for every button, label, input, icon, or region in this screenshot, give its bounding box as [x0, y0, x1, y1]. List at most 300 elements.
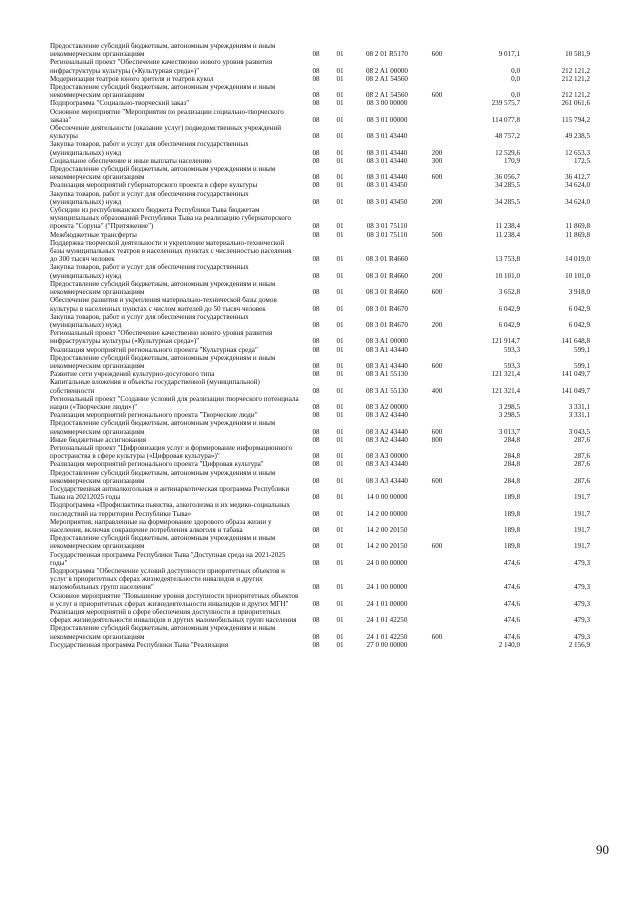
sum-2022-cell: 34 285,5	[495, 181, 520, 190]
target-article-cell: 08 2 A1 54560	[366, 91, 408, 100]
target-article-cell: 08 3 A2 43440	[366, 435, 408, 444]
subsection-cell: 01	[336, 599, 344, 608]
table-row	[50, 75, 590, 83]
table-row	[50, 157, 590, 165]
table-row	[50, 419, 590, 435]
subsection-cell: 01	[336, 493, 344, 502]
subsection-cell: 01	[336, 173, 344, 182]
expense-type-cell	[422, 346, 452, 354]
row-name-cell: Подпрограмма "Обеспечение условий доступности приоритетных объектов и услуг в приоритетных сферах жизнедеятельности инвалидов и других маломобильных групп населения"	[50, 567, 285, 592]
expense-type-cell	[422, 518, 452, 534]
sum-2023-cell: 3 331,1	[568, 402, 590, 411]
sum-2022-cell: 9 017,1	[498, 50, 520, 59]
section-cell: 08	[312, 173, 320, 182]
subsection-cell: 01	[336, 66, 344, 75]
expense-type-cell	[422, 395, 452, 411]
sum-2022-cell: 121 321,4	[491, 386, 520, 395]
sum-2022-cell: 0,0	[511, 66, 520, 75]
section-cell: 08	[312, 197, 320, 206]
expense-type-cell: 600	[431, 427, 443, 436]
target-article-cell: 27 0 00 00000	[366, 640, 408, 649]
sum-2023-cell: 3 043,5	[568, 427, 590, 436]
sum-2023-cell: 287,6	[574, 452, 590, 461]
subsection-cell: 01	[336, 460, 344, 469]
table-row	[50, 99, 590, 107]
row-name-cell: Региональный проект "Цифровизация услуг и формирование информационного пространства в сфере культуры («Цифровая культура»)"	[50, 443, 292, 461]
sum-2022-cell: 11 238,4	[495, 230, 520, 239]
table-row	[50, 190, 590, 206]
row-name-cell: Реализация мероприятий губернаторского проекта в сфере культуры	[50, 181, 258, 190]
table-row	[50, 534, 590, 550]
target-article-cell: 08 3 A3 43440	[366, 460, 408, 469]
table-row	[50, 83, 590, 99]
row-name-cell: Реализация мероприятий регионального проекта "Творческие люди"	[50, 411, 258, 420]
target-article-cell: 08 3 01 R4660	[366, 255, 408, 264]
target-article-cell: 08 3 A2 43440	[366, 427, 408, 436]
sum-2022-cell: 284,8	[504, 452, 520, 461]
sum-2023-cell: 3 331,1	[568, 411, 590, 420]
sum-2022-cell: 0,0	[511, 74, 520, 83]
sum-2023-cell: 115 794,2	[561, 115, 590, 124]
target-article-cell: 14 2 00 00000	[366, 509, 408, 518]
subsection-cell: 01	[336, 288, 344, 297]
subsection-cell: 01	[336, 99, 344, 108]
subsection-cell: 01	[336, 91, 344, 100]
table-row	[50, 354, 590, 370]
section-cell: 08	[312, 452, 320, 461]
sum-2022-cell: 3 652,8	[498, 288, 520, 297]
sum-2023-cell: 49 238,5	[565, 132, 590, 141]
sum-2023-cell: 599,1	[574, 361, 590, 370]
target-article-cell: 24 1 01 42250	[366, 616, 408, 625]
section-cell: 08	[312, 427, 320, 436]
sum-2023-cell: 141 648,8	[561, 337, 590, 346]
sum-2023-cell: 212 121,2	[561, 66, 590, 75]
sum-2022-cell: 2 140,0	[498, 640, 520, 649]
subsection-cell: 01	[336, 271, 344, 280]
row-name-cell: Межбюджетные трансферты	[50, 230, 137, 239]
row-name-cell: Реализация мероприятий регионального проекта "Культурная среда"	[50, 345, 258, 354]
table-row	[50, 592, 590, 608]
row-name-cell: Предоставление субсидий бюджетным, автономным учреждениям и иным некоммерческим организациям	[50, 83, 276, 100]
subsection-cell: 01	[336, 427, 344, 436]
sum-2022-cell: 593,3	[504, 345, 520, 354]
sum-2022-cell: 48 757,2	[495, 132, 520, 141]
target-article-cell: 14 0 00 00000	[366, 493, 408, 502]
sum-2023-cell: 141 049,7	[561, 386, 590, 395]
section-cell: 08	[312, 181, 320, 190]
sum-2022-cell: 3 013,7	[498, 427, 520, 436]
expense-type-cell: 600	[431, 91, 443, 100]
subsection-cell: 01	[336, 320, 344, 329]
row-name-cell: Субсидии из республиканского бюджета Республики Тыва бюджетам муниципальных образований Республики Тыва на реализацию губернаторского проекта "Соруна" ("Притяжение")	[50, 206, 292, 231]
section-cell: 08	[312, 50, 320, 59]
expense-type-cell: 600	[431, 632, 443, 641]
row-name-cell: Региональный проект "Обеспечение качественно нового уровня развития инфраструктуры культуры («Культурная среда»)"	[50, 58, 273, 75]
table-row	[50, 140, 590, 156]
target-article-cell: 08 3 A1 55130	[366, 386, 408, 395]
target-article-cell: 08 3 A1 00000	[366, 337, 408, 346]
section-cell: 08	[312, 132, 320, 141]
subsection-cell: 01	[336, 361, 344, 370]
target-article-cell: 08 3 01 R4660	[366, 271, 408, 280]
row-name-cell: Развитие сети учреждений культурно-досугового типа	[50, 370, 215, 379]
target-article-cell: 08 3 00 00000	[366, 99, 408, 108]
subsection-cell: 01	[336, 255, 344, 264]
subsection-cell: 01	[336, 337, 344, 346]
expense-type-cell	[422, 99, 452, 107]
section-cell: 08	[312, 583, 320, 592]
subsection-cell: 01	[336, 632, 344, 641]
expense-type-cell: 200	[431, 320, 443, 329]
table-row	[50, 313, 590, 329]
sum-2023-cell: 2 156,9	[568, 640, 590, 649]
target-article-cell: 08 3 A1 43440	[366, 361, 408, 370]
section-cell: 08	[312, 411, 320, 420]
sum-2023-cell: 479,3	[574, 616, 590, 625]
sum-2023-cell: 191,7	[574, 542, 590, 551]
expense-type-cell	[422, 411, 452, 419]
sum-2023-cell: 212 121,2	[561, 91, 590, 100]
sum-2023-cell: 10 581,9	[565, 50, 590, 59]
sum-2022-cell: 3 298,5	[498, 411, 520, 420]
expense-type-cell: 600	[431, 173, 443, 182]
target-article-cell: 08 3 01 R4670	[366, 320, 408, 329]
subsection-cell: 01	[336, 583, 344, 592]
subsection-cell: 01	[336, 476, 344, 485]
expense-type-cell	[422, 239, 452, 264]
row-name-cell: Закупка товаров, работ и услуг для обеспечения государственных (муниципальных) нужд	[50, 140, 249, 157]
target-article-cell: 08 2 A1 00000	[366, 66, 408, 75]
section-cell: 08	[312, 222, 320, 231]
sum-2023-cell: 34 624,0	[565, 181, 590, 190]
section-cell: 08	[312, 271, 320, 280]
row-name-cell: Государственная антиалкогольная и антинаркотическая программа Республики Тыва на 20212025 годы	[50, 484, 290, 502]
sum-2022-cell: 3 298,5	[498, 402, 520, 411]
subsection-cell: 01	[336, 558, 344, 567]
sum-2022-cell: 474,6	[504, 583, 520, 592]
row-name-cell: Поддержка творческой деятельности и укрепление материально-технической базы муниципальных театров в населенных пунктах с численностью населения до 300 тысяч человек	[50, 238, 292, 264]
sum-2023-cell: 261 061,6	[561, 99, 590, 108]
subsection-cell: 01	[336, 50, 344, 59]
sum-2022-cell: 10 101,0	[495, 271, 520, 280]
section-cell: 08	[312, 558, 320, 567]
target-article-cell: 08 3 01 43450	[366, 181, 408, 190]
sum-2023-cell: 12 653,3	[565, 148, 590, 157]
section-cell: 08	[312, 66, 320, 75]
subsection-cell: 01	[336, 509, 344, 518]
expense-type-cell: 200	[431, 271, 443, 280]
page-number: 90	[596, 842, 609, 857]
row-name-cell: Социальное обеспечение и иные выплаты населению	[50, 156, 212, 165]
sum-2022-cell: 474,6	[504, 616, 520, 625]
sum-2023-cell: 479,3	[574, 599, 590, 608]
section-cell: 08	[312, 255, 320, 264]
table-row	[50, 231, 590, 239]
section-cell: 08	[312, 288, 320, 297]
row-name-cell: Государственная программа Республики Тыва "Доступная среда на 2021-2025 годы"	[50, 550, 286, 567]
expense-type-cell	[422, 567, 452, 592]
row-name-cell: Предоставление субсидий бюджетным, автономным учреждениям и иным некоммерческим организациям	[50, 624, 276, 641]
sum-2022-cell: 474,6	[504, 632, 520, 641]
sum-2023-cell: 6 042,9	[568, 320, 590, 329]
section-cell: 08	[312, 632, 320, 641]
expense-type-cell: 300	[431, 156, 443, 165]
sum-2022-cell: 474,6	[504, 599, 520, 608]
sum-2023-cell: 36 412,7	[565, 173, 590, 182]
table-row	[50, 346, 590, 354]
sum-2022-cell: 593,3	[504, 361, 520, 370]
target-article-cell: 24 1 00 00000	[366, 583, 408, 592]
expense-type-cell: 400	[431, 386, 443, 395]
target-article-cell: 08 3 01 43440	[366, 173, 408, 182]
expense-type-cell	[422, 608, 452, 624]
sum-2022-cell: 34 285,5	[495, 197, 520, 206]
sum-2023-cell: 479,3	[574, 558, 590, 567]
sum-2022-cell: 170,9	[504, 156, 520, 165]
section-cell: 08	[312, 493, 320, 502]
table-row	[50, 469, 590, 485]
subsection-cell: 01	[336, 74, 344, 83]
subsection-cell: 01	[336, 115, 344, 124]
section-cell: 08	[312, 148, 320, 157]
expense-type-cell	[422, 181, 452, 189]
expense-type-cell	[422, 124, 452, 140]
row-name-cell: Предоставление субсидий бюджетным, автономным учреждениям и иным некоммерческим организациям	[50, 165, 276, 182]
expense-type-cell: 600	[431, 542, 443, 551]
subsection-cell: 01	[336, 156, 344, 165]
sum-2023-cell: 599,1	[574, 345, 590, 354]
section-cell: 08	[312, 616, 320, 625]
sum-2022-cell: 121 914,7	[491, 337, 520, 346]
table-row	[50, 280, 590, 296]
table-row	[50, 206, 590, 231]
row-name-cell: Основное мероприятие "Повышение уровня доступности приоритетных объектов и услуг в приоритетных сферах жизнедеятельности инвалидов и других МГН"	[50, 591, 299, 608]
sum-2022-cell: 11 238,4	[495, 222, 520, 231]
row-name-cell: Обеспечение развития и укрепления материально-технической базы домов культуры в населенных пунктах с числом жителей до 50 тысяч человек	[50, 296, 277, 313]
section-cell: 08	[312, 370, 320, 379]
table-row	[50, 42, 590, 58]
section-cell: 08	[312, 320, 320, 329]
sum-2023-cell: 10 101,0	[565, 271, 590, 280]
subsection-cell: 01	[336, 542, 344, 551]
target-article-cell: 08 3 A2 43440	[366, 411, 408, 420]
sum-2023-cell: 212 121,2	[561, 74, 590, 83]
target-article-cell: 08 3 01 43440	[366, 132, 408, 141]
target-article-cell: 08 3 A1 55130	[366, 370, 408, 379]
table-row	[50, 518, 590, 534]
target-article-cell: 14 2 00 20150	[366, 525, 408, 534]
subsection-cell: 01	[336, 525, 344, 534]
row-name-cell: Предоставление субсидий бюджетным, автономным учреждениям и иным некоммерческим организациям	[50, 468, 276, 485]
row-name-cell: Основное мероприятие "Мероприятия по реализации социально-творческого заказа"	[50, 107, 284, 124]
row-name-cell: Предоставление субсидий бюджетным, автономным учреждениям и иным некоммерческим организациям	[50, 534, 276, 551]
table-row	[50, 108, 590, 124]
row-name-cell: Региональный проект "Создание условий для реализации творческого потенциала нации («Творческие люди»)"	[50, 394, 299, 411]
sum-2023-cell: 191,7	[574, 509, 590, 518]
table-row	[50, 395, 590, 411]
expense-type-cell	[422, 296, 452, 312]
sum-2022-cell: 474,6	[504, 558, 520, 567]
expense-type-cell: 600	[431, 361, 443, 370]
subsection-cell: 01	[336, 181, 344, 190]
target-article-cell: 14 2 00 20150	[366, 542, 408, 551]
row-name-cell: Реализация мероприятий регионального проекта "Цифровая культура"	[50, 460, 264, 469]
expense-type-cell	[422, 551, 452, 567]
section-cell: 08	[312, 304, 320, 313]
expense-type-cell	[422, 329, 452, 345]
expense-type-cell	[422, 206, 452, 231]
expense-type-cell: 600	[431, 50, 443, 59]
expense-type-cell	[422, 58, 452, 74]
section-cell: 08	[312, 156, 320, 165]
sum-2023-cell: 172,5	[574, 156, 590, 165]
table-row	[50, 58, 590, 74]
expense-type-cell: 500	[431, 230, 443, 239]
expense-type-cell: 200	[431, 148, 443, 157]
row-name-cell: Региональный проект "Обеспечение качественно нового уровня развития инфраструктуры культуры («Культурная среда»)"	[50, 329, 273, 346]
section-cell: 08	[312, 91, 320, 100]
subsection-cell: 01	[336, 197, 344, 206]
section-cell: 08	[312, 337, 320, 346]
target-article-cell: 08 3 A1 43440	[366, 345, 408, 354]
budget-table-body	[50, 42, 590, 649]
table-row	[50, 567, 590, 592]
table-row	[50, 181, 590, 189]
table-row	[50, 165, 590, 181]
expense-type-cell: 600	[431, 288, 443, 297]
sum-2023-cell: 191,7	[574, 493, 590, 502]
row-name-cell: Предоставление субсидий бюджетным, автономным учреждениям и иным некоммерческим организациям	[50, 42, 276, 59]
section-cell: 08	[312, 640, 320, 649]
sum-2022-cell: 36 056,7	[495, 173, 520, 182]
table-row	[50, 378, 590, 394]
target-article-cell: 24 0 00 00000	[366, 558, 408, 567]
subsection-cell: 01	[336, 148, 344, 157]
row-name-cell: Иные бюджетные ассигнования	[50, 435, 147, 444]
subsection-cell: 01	[336, 640, 344, 649]
subsection-cell: 01	[336, 304, 344, 313]
expense-type-cell	[422, 444, 452, 460]
target-article-cell: 08 3 01 43440	[366, 148, 408, 157]
table-row	[50, 411, 590, 419]
table-row	[50, 460, 590, 468]
expense-type-cell	[422, 501, 452, 517]
sum-2023-cell: 479,3	[574, 632, 590, 641]
section-cell: 08	[312, 599, 320, 608]
target-article-cell: 24 1 01 42250	[366, 632, 408, 641]
subsection-cell: 01	[336, 435, 344, 444]
section-cell: 08	[312, 345, 320, 354]
row-name-cell: Реализация мероприятий в сфере обеспечения доступности в приоритетных сферах жизнедеятельности инвалидов и других маломобильных групп населения	[50, 608, 297, 625]
sum-2023-cell: 3 918,0	[568, 288, 590, 297]
sum-2022-cell: 239 575,7	[491, 99, 520, 108]
sum-2022-cell: 284,8	[504, 435, 520, 444]
row-name-cell: Подпрограмма «Профилактика пьянства, алкоголизма и их медико-социальных последствий на территории Республики Тыва»	[50, 501, 291, 518]
sum-2023-cell: 287,6	[574, 460, 590, 469]
target-article-cell: 08 3 01 R4660	[366, 288, 408, 297]
section-cell: 08	[312, 435, 320, 444]
subsection-cell: 01	[336, 402, 344, 411]
sum-2022-cell: 189,8	[504, 509, 520, 518]
expense-type-cell	[422, 641, 452, 649]
section-cell: 08	[312, 542, 320, 551]
table-row	[50, 608, 590, 624]
expense-type-cell	[422, 108, 452, 124]
sum-2022-cell: 189,8	[504, 542, 520, 551]
sum-2022-cell: 13 753,8	[495, 255, 520, 264]
sum-2022-cell: 6 042,9	[498, 304, 520, 313]
section-cell: 08	[312, 460, 320, 469]
table-row	[50, 296, 590, 312]
sum-2023-cell: 287,6	[574, 435, 590, 444]
table-row	[50, 436, 590, 444]
table-row	[50, 239, 590, 264]
expense-type-cell	[422, 592, 452, 608]
subsection-cell: 01	[336, 616, 344, 625]
sum-2023-cell: 11 869,8	[565, 222, 590, 231]
section-cell: 08	[312, 525, 320, 534]
sum-2023-cell: 141 049,7	[561, 370, 590, 379]
table-row	[50, 263, 590, 279]
table-row	[50, 624, 590, 640]
table-row	[50, 485, 590, 501]
section-cell: 08	[312, 230, 320, 239]
sum-2022-cell: 284,8	[504, 476, 520, 485]
row-name-cell: Предоставление субсидий бюджетным, автономным учреждениям и иным некоммерческим организациям	[50, 419, 276, 436]
sum-2022-cell: 189,8	[504, 525, 520, 534]
target-article-cell: 24 1 01 00000	[366, 599, 408, 608]
section-cell: 08	[312, 99, 320, 108]
sum-2023-cell: 11 869,8	[565, 230, 590, 239]
row-name-cell: Государственная программа Республики Тыва "Реализация	[50, 640, 229, 649]
expense-type-cell: 600	[431, 476, 443, 485]
row-name-cell: Предоставление субсидий бюджетным, автономным учреждениям и иным некоммерческим организациям	[50, 353, 276, 370]
section-cell: 08	[312, 74, 320, 83]
target-article-cell: 08 3 01 43440	[366, 156, 408, 165]
row-name-cell: Модернизация театров юного зрителя и театров кукол	[50, 74, 214, 83]
sum-2023-cell: 287,6	[574, 476, 590, 485]
sum-2022-cell: 284,8	[504, 460, 520, 469]
sum-2022-cell: 121 321,4	[491, 370, 520, 379]
subsection-cell: 01	[336, 411, 344, 420]
target-article-cell: 08 3 01 43450	[366, 197, 408, 206]
row-name-cell: Закупка товаров, работ и услуг для обеспечения государственных (муниципальных) нужд	[50, 263, 249, 280]
target-article-cell: 08 3 A2 00000	[366, 402, 408, 411]
section-cell: 08	[312, 509, 320, 518]
table-row	[50, 501, 590, 517]
row-name-cell: Мероприятия, направленные на формирование здорового образа жизни у населения, включая сокращение потребления алкоголя и табака	[50, 517, 272, 534]
subsection-cell: 01	[336, 132, 344, 141]
expense-type-cell	[422, 460, 452, 468]
section-cell: 08	[312, 115, 320, 124]
expense-type-cell: 800	[431, 435, 443, 444]
row-name-cell: Предоставление субсидий бюджетным, автономным учреждениям и иным некоммерческим организациям	[50, 279, 276, 297]
target-article-cell: 08 3 A3 00000	[366, 452, 408, 461]
subsection-cell: 01	[336, 345, 344, 354]
target-article-cell: 08 2 A1 54560	[366, 74, 408, 83]
table-row	[50, 641, 590, 649]
sum-2023-cell: 6 042,9	[568, 304, 590, 313]
subsection-cell: 01	[336, 370, 344, 379]
table-row	[50, 124, 590, 140]
table-row	[50, 551, 590, 567]
sum-2023-cell: 34 624,0	[565, 197, 590, 206]
subsection-cell: 01	[336, 230, 344, 239]
subsection-cell: 01	[336, 452, 344, 461]
sum-2022-cell: 6 042,9	[498, 320, 520, 329]
sum-2023-cell: 191,7	[574, 525, 590, 534]
